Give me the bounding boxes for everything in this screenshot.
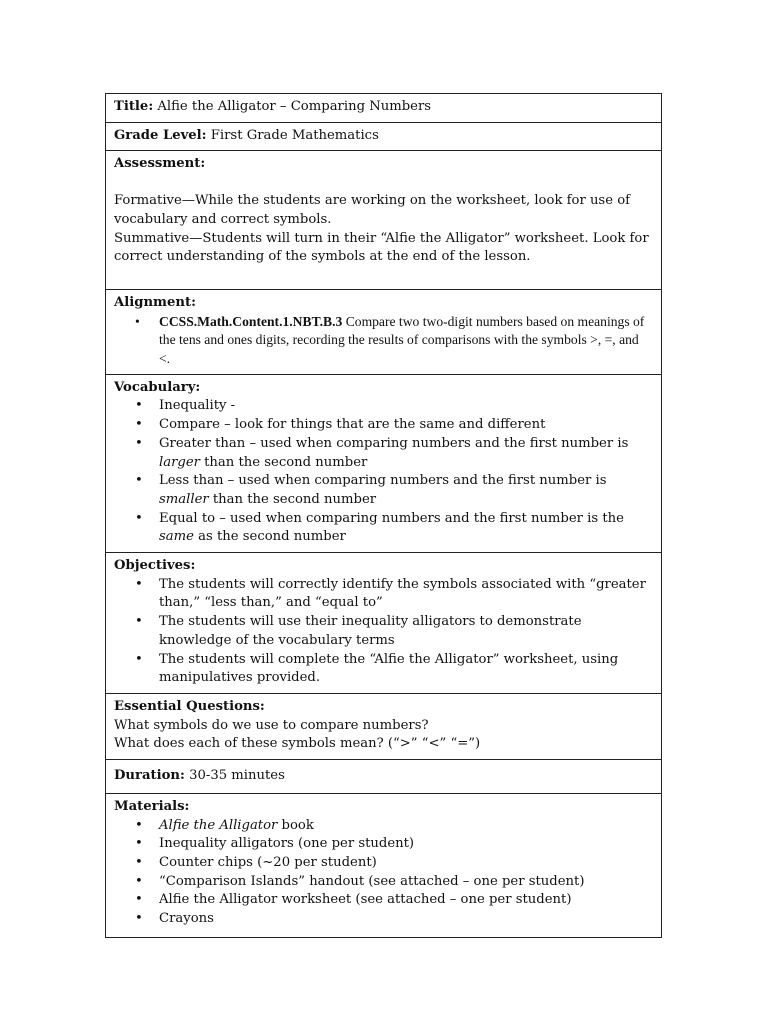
- objectives-row: [106, 553, 662, 694]
- alignment-label: Alignment:: [114, 294, 196, 310]
- list-item: [159, 835, 653, 854]
- vocab-emphasis: larger: [159, 454, 200, 470]
- material-emphasis: Alfie the Alligator: [159, 817, 278, 833]
- materials-row: [106, 793, 662, 937]
- objectives-label: Objectives:: [114, 558, 196, 574]
- standard-text: Compare two two-digit numbers based on meanings of the tens and ones digits, recording the results of comparisons with the symbols >, =, and <.: [159, 313, 645, 367]
- vocabulary-row: [106, 374, 662, 552]
- list-item: [159, 910, 653, 929]
- assessment-row: [106, 151, 662, 290]
- list-item: [159, 891, 653, 910]
- vocab-text: as the second number: [193, 529, 346, 545]
- essential-questions-row: [106, 693, 662, 759]
- title-row: [106, 94, 662, 123]
- material-text: “Comparison Islands” handout (see attached – one per student): [159, 873, 585, 889]
- vocab-text: Equal to – used when comparing numbers and the first number is the: [159, 510, 624, 526]
- lesson-plan-table: [105, 93, 662, 938]
- essential-question: What symbols do we use to compare numbers?: [114, 717, 429, 733]
- list-item: [159, 472, 653, 509]
- duration-row: [106, 760, 662, 794]
- vocab-emphasis: same: [159, 529, 194, 545]
- list-item: [159, 817, 653, 836]
- list-item: • The students will use their inequality alligators to demonstrate knowledge of the vocabulary terms: [159, 613, 653, 650]
- vocabulary-label: Vocabulary:: [114, 379, 201, 395]
- material-text: Inequality alligators (one per student): [159, 836, 415, 852]
- material-text: Crayons: [159, 911, 214, 927]
- list-item: [159, 397, 653, 416]
- standard-code: CCSS.Math.Content.1.NBT.B.3: [159, 313, 343, 329]
- assessment-label: Assessment:: [114, 156, 206, 172]
- assessment-summative: Summative—Students will turn in their “Alfie the Alligator” worksheet. Look for correct understanding of the symbols at the end of the lesson.: [114, 230, 649, 265]
- list-item: [159, 510, 653, 547]
- vocab-text: Greater than – used when comparing numbers and the first number is: [159, 435, 629, 451]
- essential-questions-label: Essential Questions:: [114, 698, 265, 714]
- alignment-row: [106, 289, 662, 374]
- list-item: • The students will complete the “Alfie the Alligator” worksheet, using manipulatives provided.: [159, 651, 653, 688]
- material-text: book: [277, 817, 314, 833]
- title-label: Title:: [114, 99, 154, 114]
- essential-question: What does each of these symbols mean? (“>” “<” “=”): [114, 736, 481, 752]
- vocab-emphasis: smaller: [159, 491, 209, 507]
- list-item: • The students will correctly identify the symbols associated with “greater than,” “less than,” and “equal to”: [159, 576, 653, 613]
- list-item: [159, 416, 653, 435]
- duration-value: 30-35 minutes: [189, 768, 285, 784]
- vocab-text: Inequality -: [159, 398, 236, 414]
- list-item: [159, 873, 653, 892]
- vocab-text: than the second number: [208, 491, 377, 507]
- duration-label: Duration:: [114, 768, 185, 784]
- list-item: [159, 435, 653, 472]
- material-text: Alfie the Alligator worksheet (see attached – one per student): [159, 892, 572, 908]
- vocab-text: than the second number: [199, 454, 368, 470]
- grade-label: Grade Level:: [114, 127, 207, 143]
- material-text: Counter chips (~20 per student): [159, 854, 377, 870]
- materials-label: Materials:: [114, 798, 190, 814]
- title-value: Alfie the Alligator – Comparing Numbers: [157, 99, 432, 114]
- list-item: [159, 854, 653, 873]
- grade-value: First Grade Mathematics: [210, 127, 379, 143]
- assessment-formative: Formative—While the students are working on the worksheet, look for use of vocabulary and correct symbols.: [114, 193, 631, 227]
- vocab-text: Compare – look for things that are the same and different: [159, 417, 546, 433]
- vocab-text: Less than – used when comparing numbers and the first number is: [159, 473, 607, 489]
- grade-row: [106, 122, 662, 151]
- list-item: [159, 313, 653, 369]
